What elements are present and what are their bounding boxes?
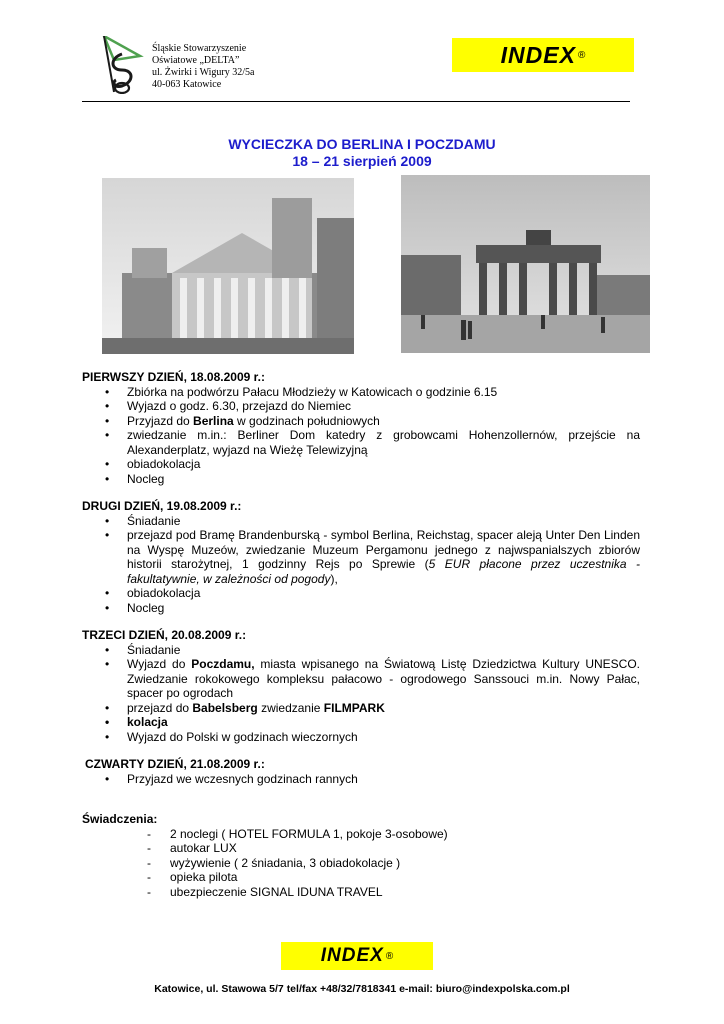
list-item: - autokar LUX [82, 841, 640, 856]
list-item [82, 657, 640, 701]
list-item: - ubezpieczenie SIGNAL IDUNA TRAVEL [82, 885, 640, 900]
registered-mark: ® [385, 950, 394, 962]
header-divider [82, 101, 630, 102]
day3-heading: TRZECI DZIEŃ, 20.08.2009 r.: [82, 628, 247, 642]
list-item: • Nocleg [82, 472, 640, 487]
benefits-list [82, 827, 640, 900]
text-part-bold: Babelsberg [192, 700, 258, 715]
text-part: miasta wpisanego na Światową Listę Dziedzictwa Kultury UNESCO. Zwiedzanie rokokowego kompleksu pałacowo - ogrodowego Sanssouci m.in. Nowy Pałac, spacer po ogrodach [127, 657, 641, 700]
list-item: • kolacja [82, 715, 640, 730]
trip-title [0, 136, 724, 170]
list-item: • Wyjazd do Polski w godzinach wieczornych [82, 730, 640, 745]
text-part: przejazd do [127, 700, 193, 715]
text-part: ), [330, 571, 338, 586]
day2-list [82, 514, 640, 616]
footer-address: Katowice, ul. Stawowa 5/7 tel/fax +48/32/7818341 e-mail: biuro@indexpolska.com.pl [154, 983, 570, 995]
delta-logo-icon [100, 36, 144, 94]
index-logo-text: INDEX [500, 41, 576, 68]
brandenburg-gate-photo-icon [401, 175, 650, 353]
text-part: Wyjazd do [127, 657, 192, 671]
index-logo-text: INDEX [320, 945, 384, 966]
day3-list [82, 643, 640, 745]
org-line: Oświatowe „DELTA” [152, 55, 240, 66]
list-item [82, 414, 640, 429]
organization-address [152, 43, 254, 91]
index-logo-bottom [281, 942, 433, 970]
text-part: przejazd pod Bramę Brandenburską - symbol Berlina, Reichstag, spacer aleją Unter Den Linden na Wyspę Muzeów, zwiedzanie Muzeum Pergamonu jednego z najwspanialszych zbiorów historii starożytnej, 1 godzinny Rejs po Sprewie ( [127, 528, 640, 571]
text-part-bold: Poczdamu, [191, 657, 255, 671]
day2-heading: DRUGI DZIEŃ, 19.08.2009 r.: [82, 499, 242, 513]
title-line: WYCIECZKA DO BERLINA I POCZDAMU [228, 136, 496, 152]
list-item: • Wyjazd o godz. 6.30, przejazd do Niemiec [82, 399, 640, 414]
list-item: - wyżywienie ( 2 śniadania, 3 obiadokolacje ) [82, 856, 640, 871]
benefits-heading: Świadczenia: [82, 812, 158, 826]
list-item: • Przyjazd we wczesnych godzinach rannych [82, 772, 640, 787]
text-part-italic: 5 EUR płacone przez uczestnika - fakultatywnie, w zależności od pogody [127, 557, 640, 586]
list-item: • obiadokolacja [82, 457, 640, 472]
list-item: • Zbiórka na podwórzu Pałacu Młodzieży w Katowicach o godzinie 6.15 [82, 385, 640, 400]
list-item: - 2 noclegi ( HOTEL FORMULA 1, pokoje 3-osobowe) [82, 827, 640, 842]
text-part-bold: FILMPARK [323, 700, 385, 715]
reichstag-photo-icon [102, 178, 354, 354]
registered-mark: ® [577, 49, 586, 61]
text-part: zwiedzanie [257, 700, 324, 715]
list-item: • Nocleg [82, 601, 640, 616]
list-item: • Śniadanie [82, 643, 640, 658]
text-part: w godzinach południowych [233, 413, 380, 428]
text-part: Przyjazd do [127, 413, 194, 428]
title-dates: 18 – 21 sierpień 2009 [292, 153, 432, 169]
list-item [82, 701, 640, 716]
day4-list [82, 772, 640, 787]
day1-list [82, 385, 640, 487]
list-item: - opieka pilota [82, 870, 640, 885]
text-part-bold: Berlina [193, 413, 234, 428]
day1-heading: PIERWSZY DZIEŃ, 18.08.2009 r.: [82, 370, 265, 384]
day4-heading: CZWARTY DZIEŃ, 21.08.2009 r.: [85, 757, 265, 771]
list-item: • Śniadanie [82, 514, 640, 529]
org-line: 40-063 Katowice [152, 79, 222, 90]
list-item: • obiadokolacja [82, 586, 640, 601]
list-item [82, 528, 640, 586]
itinerary [82, 370, 640, 899]
org-line: ul. Żwirki i Wigury 32/5a [152, 67, 255, 78]
list-item: • zwiedzanie m.in.: Berliner Dom katedry z grobowcami Hohenzollernów, przejście na Alexanderplatz, wyjazd na Wieżę Telewizyjną [82, 428, 640, 457]
index-logo-top [452, 38, 634, 72]
org-line: Śląskie Stowarzyszenie [152, 43, 247, 54]
